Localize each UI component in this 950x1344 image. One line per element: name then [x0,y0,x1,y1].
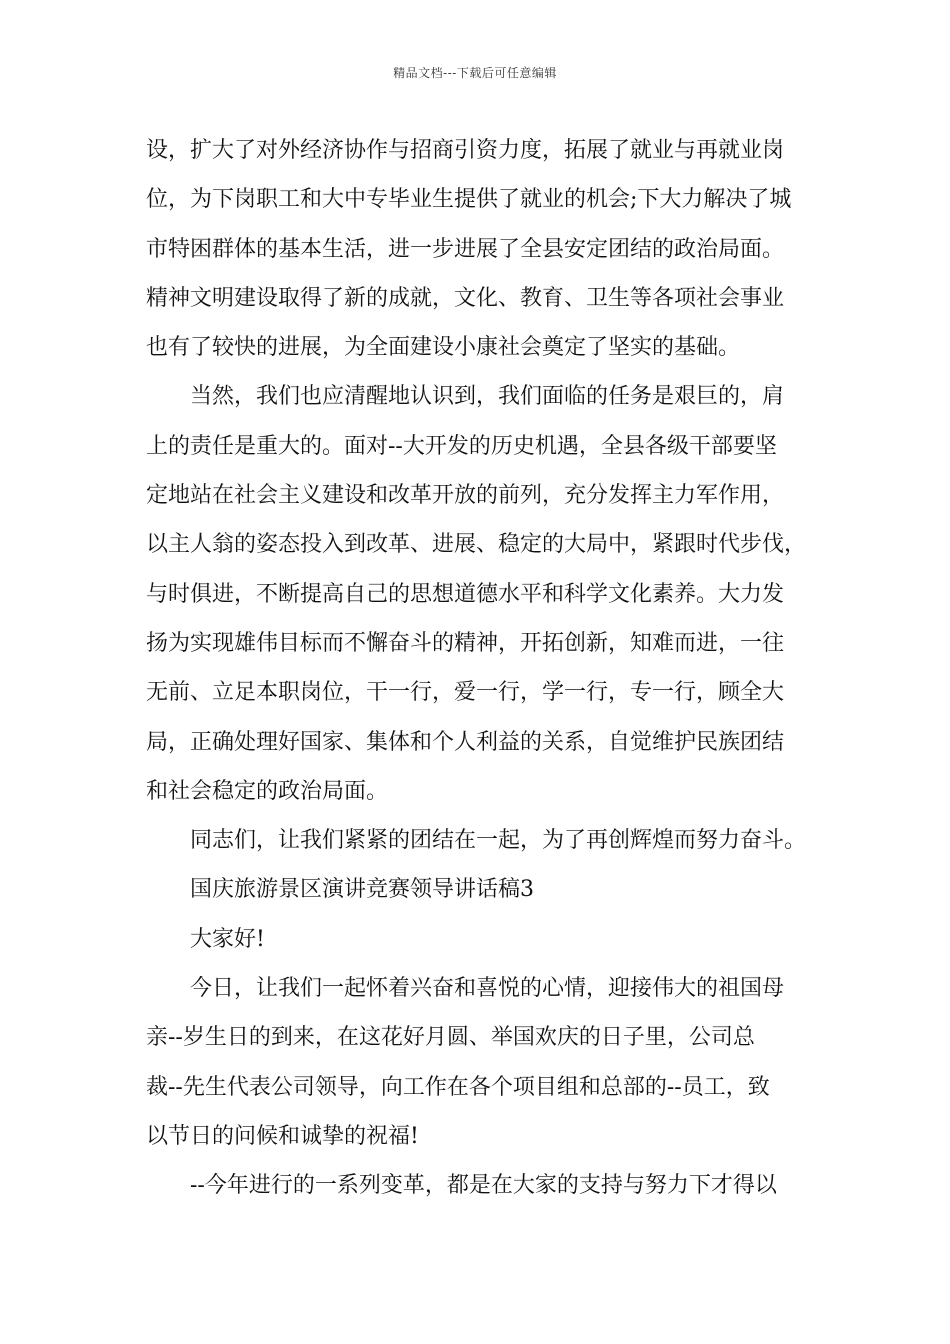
text-line: 无前、立足本职岗位，干一行，爱一行，学一行，专一行，顾全大 [146,680,785,706]
text-line: 设，扩大了对外经济协作与招商引资力度，拓展了就业与再就业岗 [146,138,785,163]
text-line: 亲--岁生日的到来，在这花好月圆、举国欢庆的日子里，公司总 [146,1025,755,1051]
text-line: 局，正确处理好国家、集体和个人利益的关系，自觉维护民族团结 [146,729,785,755]
text-line: 今日，让我们一起怀着兴奋和喜悦的心情，迎接伟大的祖国母 [190,976,785,1002]
text-line: 也有了较快的进展，为全面建设小康社会奠定了坚实的基础。 [146,335,741,361]
text-line: 和社会稳定的政治局面。 [146,778,389,804]
text-line: 上的责任是重大的。面对--大开发的历史机遇，全县各级干部要坚 [146,433,777,459]
text-line: 当然，我们也应清醒地认识到，我们面临的任务是艰巨的，肩 [190,384,785,410]
text-line: 位，为下岗职工和大中专毕业生提供了就业的机会;下大力解决了城 [146,187,792,213]
text-line: 裁--先生代表公司领导，向工作在各个项目组和总部的--员工，致 [146,1074,770,1100]
text-line: 与时俱进，不断提高自己的思想道德水平和科学文化素养。大力发 [146,581,785,607]
text-line: --今年进行的一系列变革，都是在大家的支持与努力下才得以 [190,1173,777,1199]
text-line: 定地站在社会主义建设和改革开放的前列，充分发挥主力军作用， [146,483,785,509]
text-line: 国庆旅游景区演讲竞赛领导讲话稿3 [190,877,534,903]
text-line: 大家好! [190,926,265,952]
text-line: 同志们，让我们紧紧的团结在一起，为了再创辉煌而努力奋斗。 [190,828,807,854]
text-line: 以主人翁的姿态投入到改革、进展、稳定的大局中，紧跟时代步伐， [146,532,807,558]
text-line: 扬为实现雄伟目标而不懈奋斗的精神，开拓创新，知难而进，一往 [146,630,785,656]
text-line: 以节日的问候和诚挚的祝福! [146,1123,419,1149]
text-line: 精神文明建设取得了新的成就，文化、教育、卫生等各项社会事业 [146,285,785,311]
page-header: 精品文档---下载后可任意编辑 [393,66,557,80]
text-line: 市特困群体的基本生活，进一步进展了全县安定团结的政治局面。 [146,236,785,262]
document-body [146,126,806,1211]
